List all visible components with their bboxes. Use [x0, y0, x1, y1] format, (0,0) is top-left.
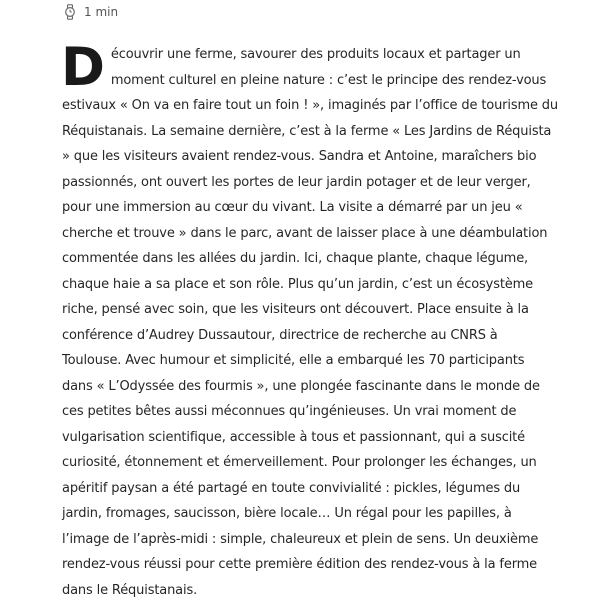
- article-text: écouvrir une ferme, savourer des produits locaux et partager un moment culturel en pleine nature : c’est le principe des rendez-vous estivaux « On va en faire tout un foin ! », imaginés par l’office de tourisme du Réquistanais. La semaine dernière, c’est à la ferme « Les Jardins de Réquista » que les visiteurs avaient rendez-vous. Sandra et Antoine, maraîchers bio passionnés, ont ouvert les portes de leur jardin potager et de leur verger, pour une immersion au cœur du vivant. La visite a démarré par un jeu « cherche et trouve » dans le parc, avant de laisser place à une déambulation commentée dans les allées du jardin. Ici, chaque plante, chaque légume, chaque haie a sa place et son rôle. Plus qu’un jardin, c’est un écosystème riche, pensé avec soin, que les visiteurs ont découvert. Place ensuite à la conférence d’Audrey Dussautour, directrice de recherche au CNRS à Toulouse. Avec humour et simplicité, elle a embarqué les 70 participants dans « L’Odyssée des fourmis », une plongée fascinante dans le monde de ces petites bêtes aussi méconnues qu’ingénieuses. Un vrai moment de vulgarisation scientifique, accessible à tous et passionnant, qui a suscité curiosité, étonnement et émerveillement. Pour prolonger les échanges, un apéritif paysan a été partagé en toute convivialité : pickles, légumes du jardin, fromages, saucisson, bière locale… Un régal pour les papilles, à l’image de l’après-midi : simple, chaleureux et plein de sens. Un deuxième rendez-vous réussi pour cette première édition des rendez-vous à la ferme dans le Réquistanais.: [62, 47, 558, 598]
- article-body: [61, 37, 558, 600]
- read-time: [64, 2, 118, 22]
- drop-cap: D: [61, 37, 105, 98]
- watch-icon: [64, 4, 76, 20]
- read-time-label: 1 min: [84, 5, 119, 19]
